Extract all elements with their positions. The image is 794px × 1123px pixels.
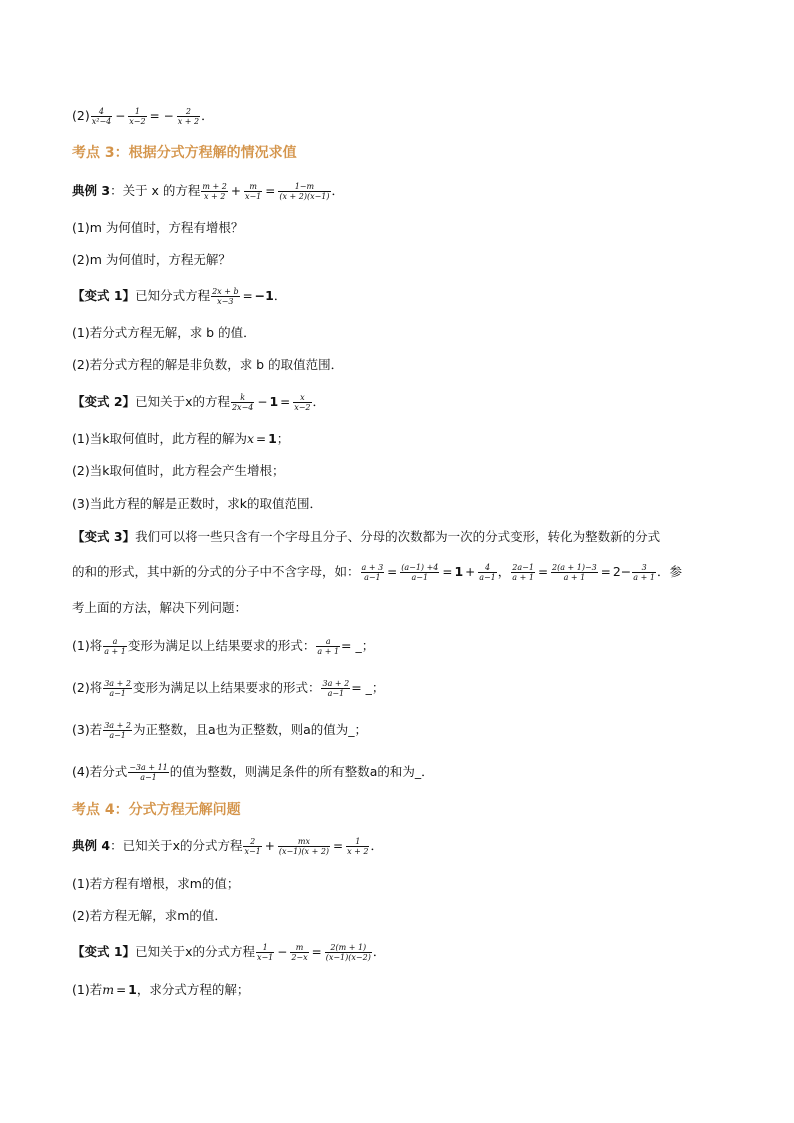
variant-3: 【变式 3】我们可以将一些只含有一个字母且分子、分母的次数都为一次的分式变形，转化为整数新的分式 [72,529,661,544]
equation-line-2: (2) $\frac{4}{\text{x²−4}}$ − $\frac{1}{x-2}$ = − $\frac{2}{x + 2}$ ． [72,107,214,126]
question-1: (1)m 为何值时，方程有增根？ [72,220,244,235]
example-4-q1: (1)若方程有增根，求m的值； [72,876,240,891]
variant-2-q1: (1)当k取何值时，此方程的解为x = 1； [72,431,290,446]
variant-1-section-4: 【变式 1】已知关于x的分式方程 $\frac{1}{x-1}$ − $\frac{m}{2-x}$ = $\frac{2(m + 1)}{(x-1)(x-2)}$ ． [72,943,386,962]
variant-3-q1: (1)将 $\frac{a}{a + 1}$ 变形为满足以上结果要求的形式： $\frac{a}{a + 1}$ = _； [72,637,375,656]
example-4: 典例 4：已知关于x的分式方程 $\frac{2}{x-1}$ + $\frac{mx}{(x-1)(x + 2)}$ = $\frac{1}{x + 2}$ ． [72,837,383,856]
variant-3-q2: (2)将 $\frac{3a + 2}{a-1}$ 变形为满足以上结果要求的形式： $\frac{3a + 2}{a-1}$ = _； [72,679,385,698]
variant-1-q2: (2)若分式方程的解是非负数，求 b 的取值范围． [72,357,344,372]
variant-3-instruction: 考上面的方法，解决下列问题： [72,600,248,615]
question-2: (2)m 为何值时，方程无解？ [72,252,231,267]
variant-1-q1: (1)若分式方程无解，求 b 的值． [72,325,256,340]
variant-2: 【变式 2】已知关于x的方程 $\frac{k}{2x-4}$ − 1 = $\frac{x}{x-2}$ ． [72,393,326,412]
section-heading-3: 考点 3：根据分式方程解的情况求值 [72,145,297,161]
variant-2-q2: (2)当k取何值时，此方程会产生增根； [72,463,285,478]
example-3: 典例 3：关于 x 的方程 $\frac{m + 2}{x + 2}$ + $\frac{m}{x-1}$ = $\frac{1-m}{(x + 2)(x-1)}$ ． [72,182,345,201]
variant-1: 【变式 1】已知分式方程 $\frac{2x + b}{x-3}$ = −1． [72,287,287,306]
section-heading-4: 考点 4：分式方程无解问题 [72,802,241,818]
example-4-q2: (2)若方程无解，求m的值． [72,908,227,923]
variant-3-q4: (4)若分式 $\frac{-3a + 11}{a-1}$ 的值为整数，则满足条件的所有整数a的和为_． [72,763,434,782]
variant-3-example: 的和的形式，其中新的分式的分子中不含字母，如： $\frac{a + 3}{a-1}$ = $\frac{(a-1) +4}{a-1}$ = 1 + $\frac{4}{a-1}$ ， $\frac{2a-1}{a + 1}$ = $\frac{2(a + 1)-3}{a + 1}$ = 2− $\frac{3}{a + 1}$ ．参 [72,563,682,582]
variant-1-section-4-q1: (1)若m = 1，求分式方程的解； [72,982,250,997]
variant-3-q3: (3)若 $\frac{3a + 2}{a-1}$ 为正整数，且a也为正整数，则a的值为_； [72,721,368,740]
variant-2-q3: (3)当此方程的解是正数时，求k的取值范围． [72,496,322,511]
